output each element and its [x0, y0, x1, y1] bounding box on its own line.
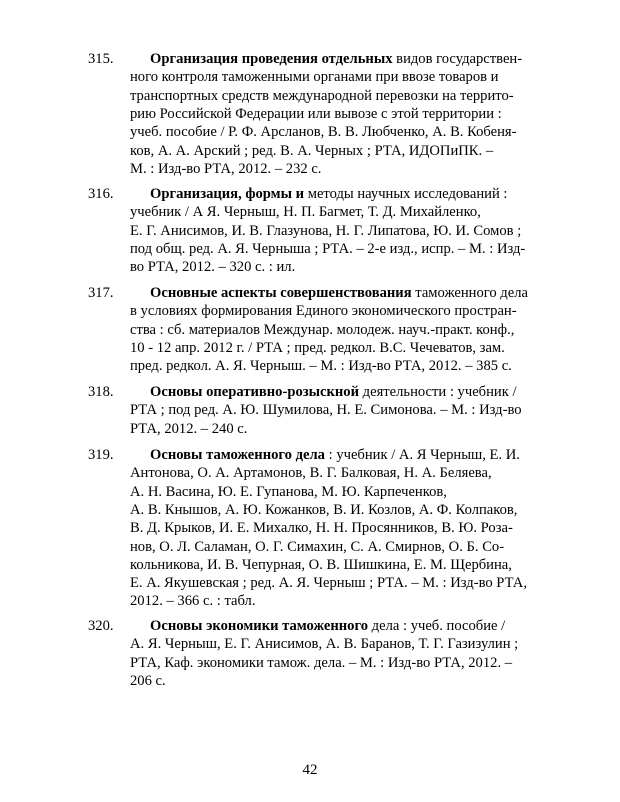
entry-title-bold: Организация проведения отдельных	[150, 51, 393, 67]
entry-line: пред. редкол. А. Я. Черныш. – М. : Изд-во РТА, 2012. – 385 с.	[130, 358, 512, 375]
entry-title-bold: Основы экономики таможенного	[150, 618, 369, 634]
entry-line: рию Российской Федерации или вывозе с этой территории :	[130, 105, 502, 122]
entry-line: кольникова, И. В. Чепурная, О. В. Шишкина, Е. М. Щербина,	[130, 556, 512, 573]
entry-number: 320.	[88, 618, 114, 634]
entry-line: в условиях формирования Единого экономического простран-	[130, 303, 517, 320]
entry-number: 317.	[88, 285, 114, 301]
entry-number: 318.	[88, 384, 114, 400]
entry-number: 316.	[88, 186, 114, 202]
entry-line: учебник / А Я. Черныш, Н. П. Багмет, Т. Д. Михайленко,	[130, 204, 481, 221]
entry-line: РТА, Каф. экономики тамож. дела. – М. : Изд-во РТА, 2012. –	[130, 654, 513, 671]
entry-title-bold: Организация, формы и	[150, 186, 305, 202]
entry-number: 315.	[88, 51, 114, 67]
entry-line: РТА, 2012. – 240 с.	[130, 420, 248, 437]
entry-line: транспортных средств международной перевозки на террито-	[130, 87, 514, 104]
entry-title-bold: Основы таможенного дела	[150, 447, 325, 463]
entry-line: Антонова, О. А. Артамонов, В. Г. Балковая, Н. А. Беляева,	[130, 465, 492, 482]
entry-line: нов, О. Л. Саламан, О. Г. Симахин, С. А. Смирнов, О. Б. Со-	[130, 538, 505, 555]
entry-line: Основные аспекты совершенствования таможенного дела	[150, 285, 528, 301]
entry-line: РТА ; под ред. А. Ю. Шумилова, Н. Е. Симонова. – М. : Изд-во	[130, 402, 522, 419]
entry-line: Е. Г. Анисимов, И. В. Глазунова, Н. Г. Липатова, Ю. И. Сомов ;	[130, 222, 522, 239]
entry-line: Организация, формы и методы научных исследований :	[150, 186, 508, 202]
entry-line: В. Д. Крыков, И. Е. Михалко, Н. Н. Просянников, В. Ю. Роза-	[130, 520, 513, 537]
entry-line: во РТА, 2012. – 320 с. : ил.	[130, 259, 296, 276]
entry-line: ного контроля таможенными органами при ввозе товаров и	[130, 69, 499, 86]
entry-line: Организация проведения отдельных видов государствен-	[150, 51, 523, 67]
entry-title-bold: Основные аспекты совершенствования	[150, 285, 412, 301]
entry-line: учеб. пособие / Р. Ф. Арсланов, В. В. Любченко, А. В. Кобеня-	[130, 124, 517, 141]
page-number: 42	[302, 762, 318, 778]
entry-number: 319.	[88, 447, 114, 463]
entry-line: ков, А. А. Арский ; ред. В. А. Черных ; РТА, ИДОПиПК. –	[130, 142, 494, 159]
entry-line: А. Я. Черныш, Е. Г. Анисимов, А. В. Баранов, Т. Г. Газизулин ;	[130, 636, 519, 653]
entry-line: под общ. ред. А. Я. Черныша ; РТА. – 2-е изд., испр. – М. : Изд-	[130, 240, 526, 257]
entry-line: Основы экономики таможенного дела : учеб. пособие /	[150, 618, 506, 634]
entry-line: 10 - 12 апр. 2012 г. / РТА ; пред. редкол. В.С. Чечеватов, зам.	[130, 339, 505, 356]
entry-line: ства : сб. материалов Междунар. молодеж. науч.-практ. конф.,	[130, 321, 515, 338]
entry-line: 2012. – 366 с. : табл.	[130, 593, 256, 610]
entry-line: Основы оперативно-розыскной деятельности : учебник /	[150, 384, 517, 400]
entry-line: Е. А. Якушевская ; ред. А. Я. Черныш ; РТА. – М. : Изд-во РТА,	[130, 575, 527, 592]
entry-line: М. : Изд-во РТА, 2012. – 232 с.	[130, 160, 322, 177]
entry-line: А. В. Кнышов, А. Ю. Кожанков, В. И. Козлов, А. Ф. Колпаков,	[130, 501, 518, 518]
entry-title-bold: Основы оперативно-розыскной	[150, 384, 360, 400]
entry-line: 206 с.	[130, 672, 166, 689]
entry-line: Основы таможенного дела : учебник / А. Я Черныш, Е. И.	[150, 447, 520, 463]
entry-line: А. Н. Васина, Ю. Е. Гупанова, М. Ю. Карпеченков,	[130, 483, 447, 500]
